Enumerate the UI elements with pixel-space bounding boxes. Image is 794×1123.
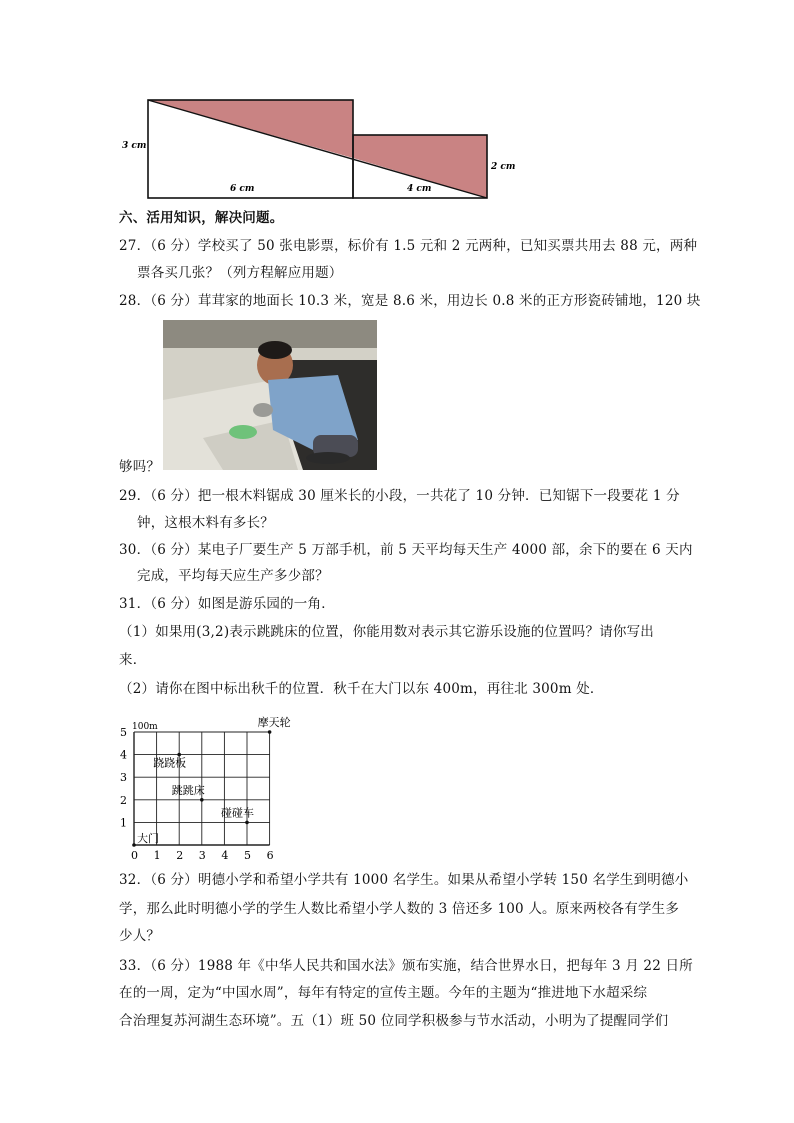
label-left-width: 6 cm [230,184,255,194]
label-right-width: 4 cm [407,184,432,194]
grid-point-label: 跳跳床 [171,783,205,797]
x-tick-label: 0 [131,849,138,862]
x-tick-label: 2 [176,849,184,862]
q30-line2: 完成，平均每天应生产多少部？ [137,568,329,584]
q29-line1: 29．（6 分）把一根木料锯成 30 厘米长的小段，一共花了 10 分钟．已知锯下一段要花 1 分 [119,488,680,504]
grid-point [200,798,204,802]
x-tick-label: 4 [221,849,229,862]
x-tick-label: 6 [266,849,274,862]
tiling-photo [163,320,377,470]
x-tick-label: 1 [153,849,161,862]
q29-line2: 钟，这根木料有多长？ [137,515,274,531]
y-tick-label: 4 [120,748,127,762]
q30-line1: 30．（6 分）某电子厂要生产 5 万部手机，前 5 天平均每天生产 4000 部，余下的要在 6 天内 [119,542,693,558]
q33-line3: 合治理复苏河湖生态环境”。五（1）班 50 位同学积极参与节水活动，小明为了提醒同学们 [119,1013,669,1029]
q31-line2: （1）如果用(3,2)表示跳跳床的位置，你能用数对表示其它游乐设施的位置吗？请你写出 [119,624,654,640]
q31-line1: 31．（6 分）如图是游乐园的一角． [119,596,335,612]
q31-line3: 来． [119,652,147,668]
q32-line1: 32．（6 分）明德小学和希望小学共有 1000 名学生。如果从希望小学转 150 名学生到明德小 [119,872,689,888]
label-right-height: 2 cm [491,162,516,172]
y-tick-label: 2 [120,793,127,807]
grid-point [132,843,136,847]
coordinate-grid [112,703,312,863]
q33-line2: 在的一周，定为“中国水周”，每年有特定的宣传主题。今年的主题为“推进地下水超采综 [119,985,648,1001]
q31-line4: （2）请你在图中标出秋千的位置．秋千在大门以东 400m，再往北 300m 处． [119,681,604,697]
q27-line2: 票各买几张？（列方程解应用题） [137,265,343,281]
grid-point-label: 摩天轮 [257,716,291,729]
q32-line3: 少人？ [119,928,161,944]
x-tick-label: 5 [244,849,251,862]
y-tick-label: 1 [120,816,127,830]
q27-line1: 27．（6 分）学校买了 50 张电影票，标价有 1.5 元和 2 元两种，已知买票共用去 88 元，两种 [119,238,698,254]
y-tick-label: 3 [120,771,127,785]
grid-point [245,821,249,825]
unit-label: 100m [132,722,158,732]
grid-point-label: 跷跷板 [153,756,187,770]
grid-point [268,730,272,734]
q28-line2: 够吗？ [119,459,161,475]
q33-line1: 33．（6 分）1988 年《中华人民共和国水法》颁布实施，结合世界水日，把每年 3 月 22 日所 [119,958,693,974]
q32-line2: 学，那么此时明德小学的学生人数比希望小学人数的 3 倍还多 100 人。原来两校各有学生多 [119,901,680,917]
section-title: 六、活用知识，解决问题。 [119,210,284,226]
y-tick-label: 5 [120,726,127,739]
q28-line1: 28．（6 分）茸茸家的地面长 10.3 米，宽是 8.6 米，用边长 0.8 米的正方形瓷砖铺地，120 块 [119,293,701,309]
grid-point-label: 大门 [137,832,159,845]
label-left-height: 3 cm [122,141,147,151]
x-tick-label: 3 [198,849,206,862]
grid-point-label: 碰碰车 [221,806,254,820]
trapezoid-figure [110,92,530,204]
